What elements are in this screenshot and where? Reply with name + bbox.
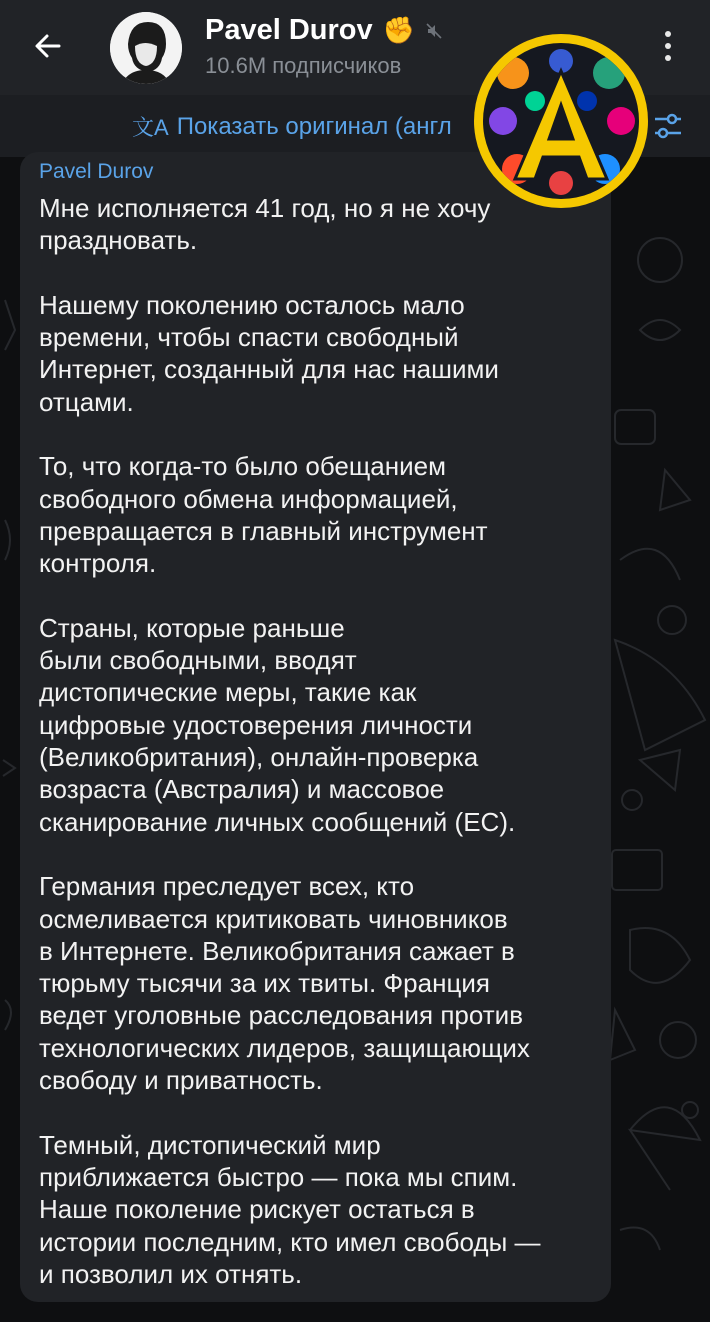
message-sender: Pavel Durov xyxy=(39,160,154,183)
message-paragraph xyxy=(39,192,599,257)
text-line: То, что когда-то было обещанием xyxy=(39,451,446,482)
text-line: Нашему поколению осталось мало xyxy=(39,289,465,320)
text-line: свободу и приватность. xyxy=(39,1065,323,1096)
translate-icon: 文A xyxy=(132,115,169,140)
text-line: превращается в главный инструмент xyxy=(39,515,488,546)
text-line: Наше поколение рискует остаться в xyxy=(39,1194,475,1225)
watermark-inner xyxy=(483,43,639,199)
message-paragraph xyxy=(39,289,599,418)
text-line: Германия преследует всех, кто xyxy=(39,871,415,902)
text-line: в Интернете. Великобритания сажает в xyxy=(39,935,515,966)
text-line: отцами. xyxy=(39,386,134,417)
message-paragraph xyxy=(39,612,599,838)
fist-emoji-icon: ✊ xyxy=(382,15,416,45)
text-line: и позволил их отнять. xyxy=(39,1258,303,1289)
text-line: осмеливается критиковать чиновников xyxy=(39,903,508,934)
text-line: Страны, которые раньше xyxy=(39,612,345,643)
text-line: цифровые удостоверения личности xyxy=(39,709,473,740)
text-line: праздновать. xyxy=(39,225,198,256)
channel-avatar[interactable] xyxy=(110,12,182,84)
message-paragraph xyxy=(39,1129,599,1290)
message-paragraph xyxy=(39,450,599,579)
settings-sliders-icon[interactable] xyxy=(652,110,684,142)
arrow-left-icon xyxy=(33,31,63,61)
show-original-button[interactable] xyxy=(132,111,452,142)
channel-title[interactable] xyxy=(205,14,443,47)
back-button[interactable] xyxy=(24,22,72,70)
text-line: ведет уголовные расследования против xyxy=(39,1000,524,1031)
text-line: технологических лидеров, защищающих xyxy=(39,1032,530,1063)
text-line: истории последним, кто имел свободы — xyxy=(39,1226,541,1257)
watermark-logo xyxy=(474,34,648,208)
more-vertical-icon xyxy=(665,31,671,37)
text-line: тюрьму тысячи за их твиты. Франция xyxy=(39,968,490,999)
more-dot xyxy=(665,43,671,49)
message-paragraph xyxy=(39,870,599,1096)
subscriber-count: 10.6M подписчиков xyxy=(205,53,402,78)
more-dot xyxy=(665,55,671,61)
text-line: контроля. xyxy=(39,548,157,579)
mute-icon xyxy=(425,22,443,40)
text-line: Темный, дистопический мир xyxy=(39,1129,381,1160)
text-line: возраста (Австралия) и массовое xyxy=(39,774,445,805)
text-line: (Великобритания), онлайн-проверка xyxy=(39,742,479,773)
show-original-label: Показать оригинал (англ xyxy=(176,112,452,140)
text-line: приближается быстро — пока мы спим. xyxy=(39,1161,518,1192)
message-bubble[interactable] xyxy=(20,152,611,1302)
text-line: дистопические меры, такие как xyxy=(39,677,417,708)
more-options-button[interactable] xyxy=(650,22,686,70)
message-text xyxy=(39,192,599,1322)
channel-name: Pavel Durov xyxy=(205,14,373,46)
text-line: сканирование личных сообщений (ЕС). xyxy=(39,806,516,837)
text-line: свободного обмена информацией, xyxy=(39,483,458,514)
text-line: были свободными, вводят xyxy=(39,645,357,676)
text-line: Интернет, созданный для нас нашими xyxy=(39,354,499,385)
text-line: Мне исполняется 41 год, но я не хочу xyxy=(39,193,491,223)
text-line: времени, чтобы спасти свободный xyxy=(39,322,459,353)
